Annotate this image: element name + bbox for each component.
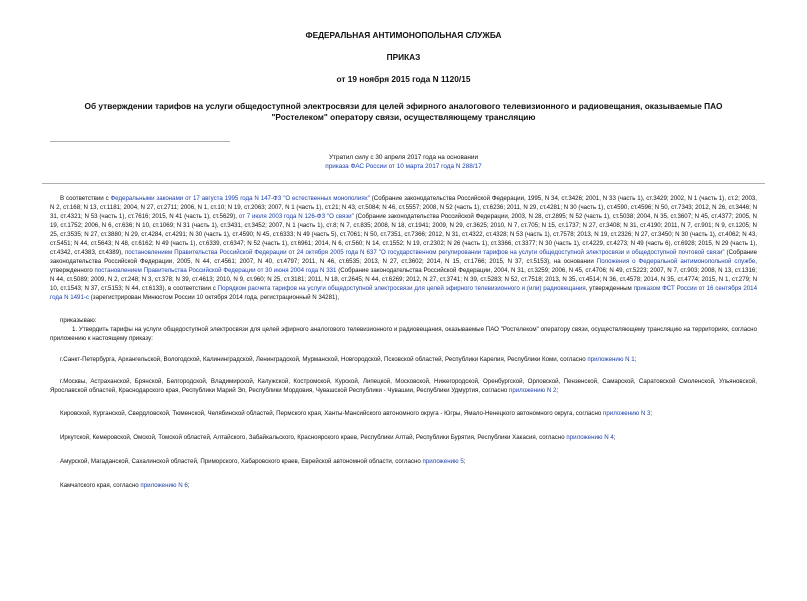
region-end: ; (187, 482, 190, 489)
region-end: ; (556, 387, 559, 394)
region-text: Иркутской, Кемеровской, Омской, Томской областей, Алтайского, Забайкальского, Красноярского краев, Республики Алтай, Республики Бурятия, Республики Хакасия, согласно (60, 434, 567, 441)
appendix-6-link[interactable]: приложению N 6 (140, 482, 188, 489)
document-title: Об утверждении тарифов на услуги общедоступной электросвязи для целей эфирного аналогового телевизионного и радиовещания, оказываемые ПАО "Ростелеком" оператору связи, осуществляющему трансляцию (84, 101, 723, 122)
agency-name: ФЕДЕРАЛЬНАЯ АНТИМОНОПОЛЬНАЯ СЛУЖБА (305, 30, 502, 40)
region-item-6 (50, 481, 757, 490)
status-line: Утратил силу с 30 апреля 2017 года на основании (328, 154, 479, 161)
status-divider (42, 183, 765, 184)
preamble-text: (Собрание законодательства Российской Федерации, 2005, N 44, ст.4561; 2007, N 40, ст.4797; 2011, N 46, ст.6535; 2013, N 27, ст.3602; 2014, N 15, ст.1766; 2015, N 37, ст.5153), на основании (50, 249, 758, 265)
law-126-link[interactable]: от 7 июля 2003 года N 126-ФЗ "О связи" (238, 213, 354, 220)
preamble-text: , утвержденного (50, 258, 757, 274)
appendix-4-link[interactable]: приложению N 4 (566, 434, 614, 441)
region-end: ; (613, 434, 616, 441)
document-body (50, 194, 757, 490)
region-item-5 (50, 457, 757, 466)
region-text: Амурской, Магаданской, Сахалинской областей, Приморского, Хабаровского краев, Еврейской автономной области, согласно (60, 458, 423, 465)
document-date-number: от 19 ноября 2015 года N 1120/15 (336, 74, 471, 84)
region-text: Камчатского края, согласно (60, 482, 141, 489)
fst-order-link[interactable]: приказом ФСТ России от 16 сентября 2014 года N 1491-с (50, 285, 757, 301)
preamble-text: (Собрание законодательства Российской Федерации, 1995, N 34, ст.3426; 2001, N 33 (часть 1), ст.3429; 2002, N 1 (часть 1), ст.2; 2003, N 2, ст.168; N 13, ст.1181; 2004, N 27, ст.2711; 2006, N 1, ст.10; N 19, ст.2063; 2007, N 1 (часть 1), ст.21; N 43, ст.5084; N 46, ст.5557; 2008, N 52 (часть 1), ст.6236; 2011, N 29, ст.4281; N 30 (часть 1), ст.4590, ст.4596; N 50, ст.7343; 2012, N 26, ст.3446; N 31, ст.4321; N 53 (часть 1), ст.7616; 2015, N 41 (часть 1), ст.5629), (50, 195, 758, 220)
preamble-text: (зарегистрирован Минюстом России 10 октября 2014 года, регистрационный N 34281), (89, 294, 340, 301)
law-147-link[interactable]: Федеральными законами от 17 августа 1995 года N 147-ФЗ "О естественных монополиях" (110, 195, 370, 202)
document-page (0, 30, 807, 601)
preamble-text: , утвержденным (585, 285, 634, 292)
appendix-2-link[interactable]: приложению N 2 (509, 387, 557, 394)
status-repeal-link[interactable]: приказа ФАС России от 10 марта 2017 года N 288/17 (325, 163, 482, 170)
preamble-text: (Собрание законодательства Российской Федерации, 2004, N 31, ст.3259; 2006, N 45, ст.4706; N 49, ст.5223; 2007, N 7, ст.903; 2008, N 13, ст.1316; N 44, ст.5089; 2009, N 2, ст.248; N 3, ст.378; N 39, ст.4613; 2010, N 9, ст.960; N 25, ст.3181; 2011, N 18, ст.2645; N 44, ст.6269; 2012, N 27, ст.3741; N 39, ст.5283; N 52, ст.7518; 2013, N 35, ст.4514; N 36, ст.4578; 2014, N 35, ст.4774; 2015, N 1, ст.279; N 10, ст.1543; N 37, ст.5153; N 44, ст.6133), в соответствии с (50, 267, 758, 292)
region-end: ; (634, 356, 637, 363)
tariff-procedure-link[interactable]: Порядком расчета тарифов на услуги общедоступной электросвязи для целей эфирного телевизионного и (или) радиовещания (217, 285, 586, 292)
resolution-637-link[interactable]: постановлением Правительства Российской Федерации от 24 октября 2005 года N 637 "О государственном регулировании тарифов на услуги общедоступной электросвязи и общедоступной почтовой связи" (124, 249, 725, 256)
appendix-5-link[interactable]: приложению 5 (422, 458, 464, 465)
document-type: ПРИКАЗ (386, 52, 421, 62)
order-word: приказываю: (60, 317, 97, 324)
status-note (50, 153, 757, 171)
title-divider (50, 141, 230, 142)
region-item-4 (50, 433, 757, 442)
region-text: г.Санкт-Петербурга, Архангельской, Вологодской, Калининградской, Ленинградской, Мурманской, Новгородской, Псковской областей, Республики Карелия, Республики Коми, согласно (60, 356, 588, 363)
fas-regulation-link[interactable]: Положения о Федеральной антимонопольной службе (596, 258, 756, 265)
preamble-text: В соответствии с (60, 195, 111, 202)
region-text: Кировской, Курганской, Свердловской, Тюменской, Челябинской областей, Пермского края, Ханты-Мансийского автономного округа - Югры, Ямало-Ненецкого автономного округа, согласно (60, 410, 604, 417)
preamble-text: (Собрание законодательства Российской Федерации, 2003, N 28, ст.2895; N 52 (часть 1), ст.5038; 2004, N 35, ст.3607; N 45, ст.4377; 2005, N 19, ст.1752; 2006, N 6, ст.636; N 10, ст.1069; N 31 (часть 1), ст.3431, ст.3452; 2007, N 1 (часть 1), ст.8; N 7, ст.835; 2008, N 18, ст.1941; 2009, N 29, ст.3625; 2010, N 7, ст.705; N 15, ст.1737; N 27, ст.3408; N 31, ст.4190; 2011, N 7, ст.901; N 9, ст.1205; N 25, ст.3535; N 27, ст.3880; N 29, ст.4284, ст.4291; N 30 (часть 1), ст.4590; N 45, ст.6333; N 49 (часть 5), ст.7061; N 50, ст.7351, ст.7366; 2012, N 31, ст.4322, ст.4328; N 53 (часть 1), ст.7578; 2013, N 19, ст.2326; N 27, ст.3450; N 30 (часть 1), ст.4062; N 43, ст.5451; N 44, ст.5643; N 48, ст.6162; N 49 (часть 1), ст.6339, ст.6347; N 52 (часть 1), ст.6961; 2014, N 6, ст.560; N 14, ст.1552; N 19, ст.2302; N 26 (часть 1), ст.3366, ст.3377; N 30 (часть 1), ст.4229, ст.4273; N 49 (часть 6), ст.6928; 2015, N 29 (часть 1), ст.4342, ст.4383, ст.4389), (50, 213, 757, 256)
region-item-3 (50, 409, 757, 418)
region-item-2 (50, 377, 757, 395)
appendix-3-link[interactable]: приложению N 3 (603, 410, 651, 417)
region-end: ; (463, 458, 466, 465)
region-text: г.Москвы, Астраханской, Брянской, Белгородской, Владимирской, Калужской, Костромской, Курской, Липецкой, Московской, Нижегородской, Оренбургской, Орловской, Пензенской, Самарской, Саратовской Смоленской, Ульяновской, Ярославской областей, Краснодарского края, Республики Марий Эл, Республики Мордовия, Чувашской Республики - Чувашии, Республики Удмуртия, согласно (50, 378, 757, 394)
preamble-paragraph (50, 194, 757, 302)
region-end: ; (650, 410, 653, 417)
region-item-1 (50, 355, 757, 364)
order-item-1: 1. Утвердить тарифы на услуги общедоступной электросвязи для целей эфирного аналогового телевизионного и радиовещания, оказываемые ПАО "Ростелеком" оператору связи, осуществляющему трансляцию на территориях, согласно приложению к настоящему приказу: (50, 326, 757, 342)
resolution-331-link[interactable]: постановлением Правительства Российской Федерации от 30 июня 2004 года N 331 (94, 267, 337, 274)
appendix-1-link[interactable]: приложению N 1 (587, 356, 635, 363)
